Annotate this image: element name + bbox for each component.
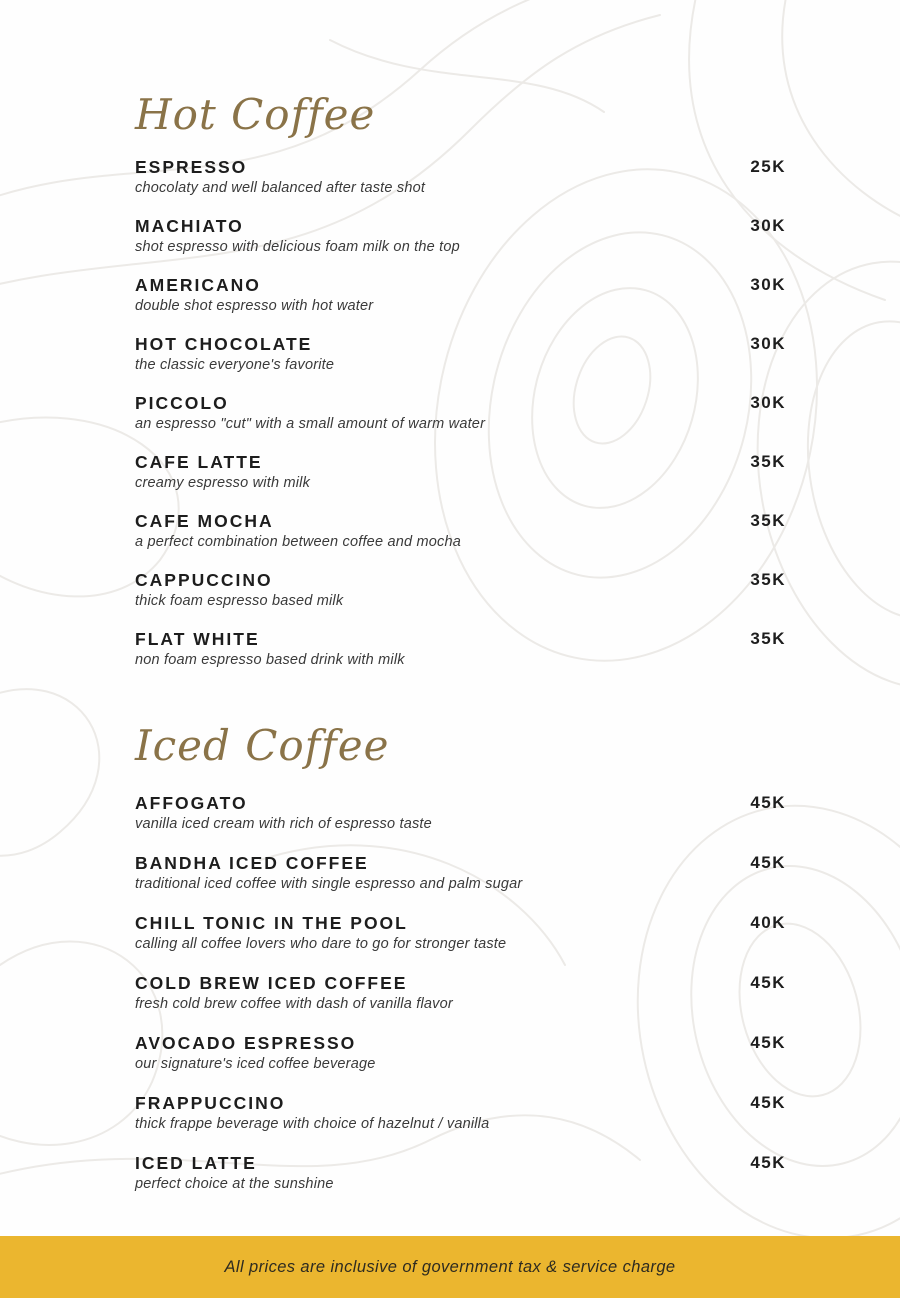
menu-item-name: CAFE MOCHA (135, 510, 274, 531)
menu-item-text (135, 215, 730, 257)
section-title-iced-coffee: Iced Coffee (135, 720, 390, 770)
menu-item-price: 35K (750, 451, 786, 471)
menu-item-description: non foam espresso based drink with milk (135, 651, 405, 668)
menu-item-price: 40K (750, 913, 786, 933)
menu-item-description: calling all coffee lovers who dare to go for stronger taste (135, 936, 507, 953)
menu-item-name: COLD BREW ICED COFFEE (135, 973, 408, 994)
menu-item (135, 333, 786, 375)
section-hot-coffee (135, 90, 786, 687)
menu-item-text (135, 451, 730, 493)
menu-item-price: 35K (750, 569, 786, 589)
footer-disclaimer: All prices are inclusive of government tax & service charge (224, 1257, 676, 1276)
menu-item-name: HOT CHOCOLATE (135, 333, 313, 354)
menu-item-text (135, 569, 730, 611)
menu-item (135, 972, 786, 1014)
menu-item-name: AVOCADO ESPRESSO (135, 1033, 357, 1054)
menu-item-description: a perfect combination between coffee and mocha (135, 533, 461, 550)
menu-item (135, 1032, 786, 1074)
menu-item-description: shot espresso with delicious foam milk on the top (135, 238, 460, 255)
menu-item (135, 628, 786, 670)
menu-item-text (135, 333, 730, 375)
menu-item (135, 1092, 786, 1134)
menu-item-text (135, 1032, 730, 1074)
menu-item (135, 1152, 786, 1194)
menu-item-text (135, 156, 730, 198)
menu-item (135, 510, 786, 552)
menu-item-description: vanilla iced cream with rich of espresso taste (135, 816, 432, 833)
menu-item (135, 852, 786, 894)
menu-item-text (135, 912, 730, 954)
menu-item (135, 792, 786, 834)
menu-item-price: 30K (750, 215, 786, 235)
menu-item-price: 25K (750, 156, 786, 176)
menu-item-name: PICCOLO (135, 392, 229, 413)
menu-item-price: 35K (750, 510, 786, 530)
menu-item-name: CHILL TONIC IN THE POOL (135, 913, 408, 934)
menu-item-price: 45K (750, 1153, 786, 1173)
menu-item-name: CAFE LATTE (135, 451, 263, 472)
menu-item-price: 30K (750, 333, 786, 353)
iced-coffee-item-list (135, 792, 786, 1212)
footer-bar (0, 1236, 900, 1298)
menu-item-description: creamy espresso with milk (135, 474, 311, 491)
menu-item (135, 156, 786, 198)
menu-item (135, 912, 786, 954)
menu-item-description: chocolaty and well balanced after taste shot (135, 179, 426, 196)
menu-item-description: an espresso "cut" with a small amount of warm water (135, 415, 486, 432)
menu-item-price: 45K (750, 1033, 786, 1053)
menu-item-name: BANDHA ICED COFFEE (135, 853, 369, 874)
menu-item-description: fresh cold brew coffee with dash of vanilla flavor (135, 996, 453, 1013)
menu-item (135, 215, 786, 257)
menu-item-price: 45K (750, 973, 786, 993)
section-iced-coffee (135, 721, 786, 1213)
menu-item-description: thick foam espresso based milk (135, 592, 344, 609)
menu-item-description: thick frappe beverage with choice of hazelnut / vanilla (135, 1116, 490, 1133)
menu-item-price: 45K (750, 1093, 786, 1113)
menu-item-price: 45K (750, 853, 786, 873)
menu-item-description: perfect choice at the sunshine (135, 1176, 334, 1193)
menu-item-name: FLAT WHITE (135, 628, 260, 649)
menu-item-text (135, 1152, 730, 1194)
section-title-hot-coffee: Hot Coffee (135, 90, 376, 139)
menu-item-price: 35K (750, 628, 786, 648)
menu-item-description: the classic everyone's favorite (135, 356, 335, 373)
menu-item-name: MACHIATO (135, 215, 244, 236)
menu-item-name: AMERICANO (135, 274, 261, 295)
menu-item-name: FRAPPUCCINO (135, 1093, 286, 1114)
menu-item-text (135, 1092, 730, 1134)
hot-coffee-item-list (135, 156, 786, 687)
menu-item-text (135, 852, 730, 894)
menu-item-text (135, 510, 730, 552)
menu-item-name: ICED LATTE (135, 1153, 257, 1174)
menu-item-text (135, 392, 730, 434)
menu-item-description: double shot espresso with hot water (135, 297, 374, 314)
menu-item (135, 392, 786, 434)
menu-item-text (135, 972, 730, 1014)
menu-item-text (135, 628, 730, 670)
menu-item (135, 274, 786, 316)
menu-item-text (135, 792, 730, 834)
menu-item-description: our signature's iced coffee beverage (135, 1056, 376, 1073)
menu-item-description: traditional iced coffee with single espresso and palm sugar (135, 876, 523, 893)
menu-item-price: 30K (750, 274, 786, 294)
menu-item (135, 569, 786, 611)
menu-item-text (135, 274, 730, 316)
menu-item-name: AFFOGATO (135, 793, 248, 814)
menu-item-name: ESPRESSO (135, 156, 248, 177)
menu-item-name: CAPPUCCINO (135, 569, 273, 590)
menu-item-price: 30K (750, 392, 786, 412)
menu-item (135, 451, 786, 493)
menu-item-price: 45K (750, 793, 786, 813)
